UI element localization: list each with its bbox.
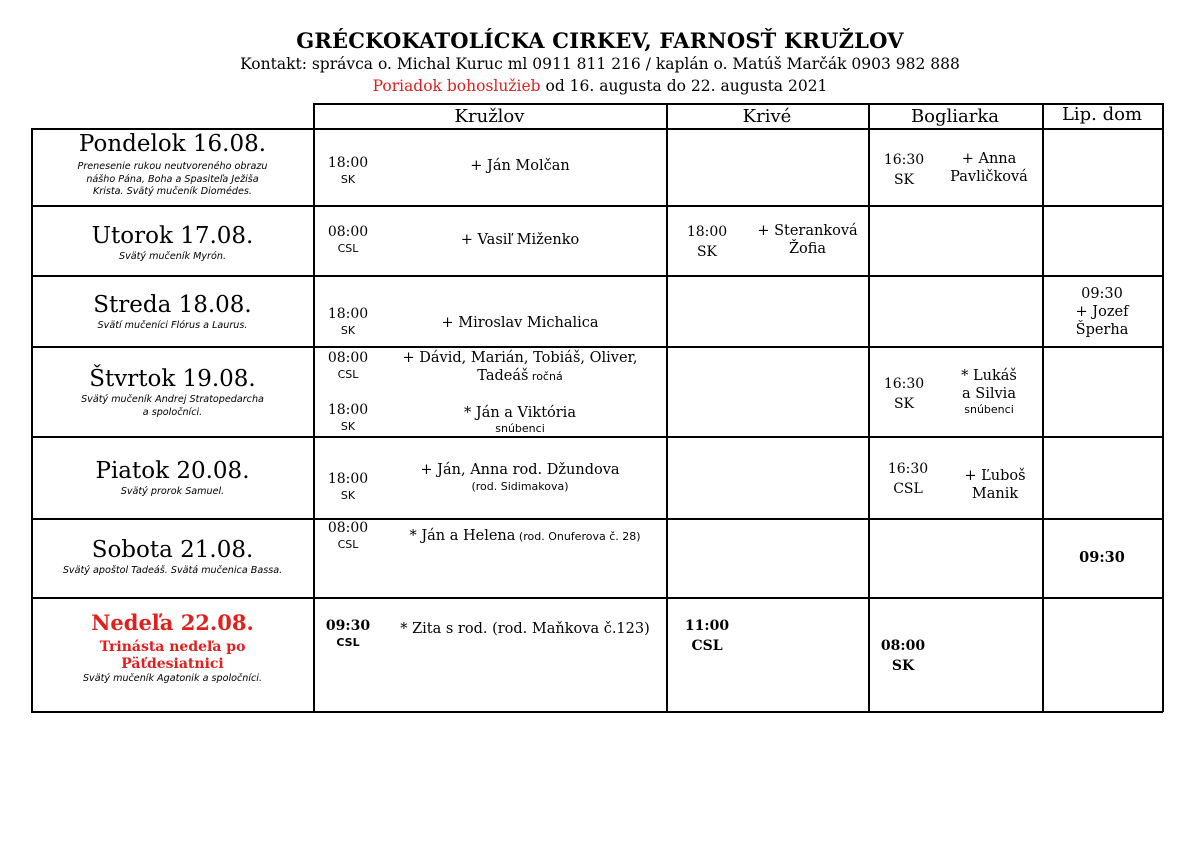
schedule-label: Poriadok bohoslužieb	[372, 77, 541, 95]
mass-language: SK	[891, 658, 915, 674]
mass-language: SK	[340, 173, 356, 186]
day-note: Svätý prorok Samuel.	[120, 486, 225, 497]
column-header-lipdom: Lip. dom	[1061, 104, 1143, 125]
mass-intention	[936, 150, 1042, 186]
contact-line: Kontakt: správca o. Michal Kuruc ml 0911 811 216 / kaplán o. Matúš Marčák 0903 982 888	[240, 55, 960, 73]
intention-line	[380, 367, 660, 386]
day-subtitle-line: Päťdesiatnici	[121, 656, 224, 672]
day-cell	[32, 131, 313, 199]
mass-time: 18:00	[327, 155, 369, 171]
intention-line: Pavličková	[950, 169, 1028, 185]
mass-time: 08:00	[327, 350, 369, 366]
day-note: Svätý mučeník Agatonik a spoločníci.	[82, 673, 263, 684]
column-header-bogliarka: Bogliarka	[910, 106, 1000, 127]
mass-time: 18:00	[327, 402, 369, 418]
mass-intention	[380, 527, 670, 546]
intention-line: + Steranková	[757, 223, 858, 239]
day-cell	[32, 366, 313, 419]
mass-language: SK	[893, 172, 915, 188]
mass-intention	[936, 367, 1042, 417]
mass-time: 09:30	[325, 618, 371, 634]
mass-language: CSL	[691, 638, 723, 654]
day-cell	[32, 292, 313, 333]
day-note: Prenesenie rukou neutvoreného obrazu nášho Pána, Boha a Spasiteľa Ježiša Krista. Svätý mučeník Diomédes.	[77, 161, 268, 197]
intention-text: * Ján a Helena	[409, 528, 516, 544]
mass-language: SK	[340, 324, 356, 337]
day-note: Svätý apoštol Tadeáš. Svätá mučenica Bassa.	[62, 565, 283, 576]
mass-time: 11:00	[684, 618, 730, 634]
intention-line: + Anna	[961, 151, 1017, 167]
intention-line: Šperha	[1075, 322, 1129, 338]
mass-entry	[1044, 285, 1160, 339]
intention-suffix: snúbenci	[495, 422, 545, 435]
mass-time: 08:00	[327, 224, 369, 240]
day-cell	[32, 537, 313, 578]
intention-suffix: (rod. Onuferova č. 28)	[515, 530, 641, 543]
intention-line: Manik	[971, 486, 1019, 502]
mass-time: 09:30	[1079, 549, 1125, 566]
mass-intention	[380, 404, 660, 436]
schedule-range: od 16. augusta do 22. augusta 2021	[540, 77, 828, 95]
mass-time: 16:30	[887, 461, 929, 477]
intention-line: a Silvia	[962, 386, 1016, 402]
mass-intention	[745, 222, 870, 258]
mass-time: 16:30	[883, 376, 925, 392]
intention-line: + Ľuboš	[964, 468, 1026, 484]
mass-time: 08:00	[880, 638, 926, 654]
day-cell	[32, 223, 313, 264]
day-note: Svätí mučeníci Flórus a Laurus.	[97, 320, 248, 331]
day-note: Svätý mučeník Myrón.	[119, 251, 226, 262]
mass-intention: + Miroslav Michalica	[441, 315, 599, 331]
intention-line: * Ján a Viktória	[464, 405, 576, 421]
mass-language: CSL	[337, 538, 359, 551]
mass-time: 18:00	[327, 306, 369, 322]
mass-intention: + Vasiľ Miženko	[460, 232, 580, 248]
day-name: Piatok 20.08.	[95, 458, 250, 484]
intention-line: * Lukáš	[961, 368, 1017, 384]
intention-suffix: snúbenci	[964, 403, 1014, 416]
mass-time: 16:30	[883, 152, 925, 168]
mass-language: SK	[696, 244, 718, 260]
day-name: Štvrtok 19.08.	[89, 366, 256, 392]
mass-language: SK	[893, 396, 915, 412]
column-header-kruzlov: Kružlov	[454, 106, 525, 127]
day-subtitle-line: Trinásta nedeľa po	[99, 639, 246, 655]
intention-line: + Jozef	[1075, 304, 1129, 320]
day-note-line: a spoločníci.	[142, 406, 203, 418]
mass-language: CSL	[337, 242, 359, 255]
page-title: GRÉCKOKATOLÍCKA CIRKEV, FARNOSŤ KRUŽLOV	[296, 28, 904, 53]
intention-text: Tadeáš	[477, 368, 529, 384]
intention-line: + Dávid, Marián, Tobiáš, Oliver,	[402, 350, 638, 366]
intention-line: Žofia	[788, 241, 827, 257]
intention-suffix: (rod. Sidimakova)	[471, 480, 569, 493]
mass-time: 18:00	[327, 471, 369, 487]
mass-intention	[380, 349, 660, 386]
mass-language: SK	[340, 420, 356, 433]
day-note-line: Svätý mučeník Andrej Stratopedarcha	[81, 394, 264, 405]
mass-time: 09:30	[1081, 286, 1123, 302]
mass-intention: * Zita s rod. (rod. Maňkova č.123)	[400, 621, 650, 637]
mass-time: 08:00	[327, 520, 369, 536]
day-cell	[32, 458, 313, 499]
mass-language: SK	[340, 489, 356, 502]
mass-language: CSL	[893, 481, 923, 497]
day-name: Sobota 21.08.	[91, 537, 254, 563]
intention-suffix: ročná	[528, 370, 563, 383]
schedule-line	[0, 77, 1200, 95]
column-header-krive: Krivé	[742, 106, 792, 127]
mass-time: 18:00	[686, 224, 728, 240]
day-name: Utorok 17.08.	[91, 223, 254, 249]
mass-language: CSL	[337, 368, 359, 381]
mass-intention	[942, 467, 1048, 503]
mass-intention	[380, 461, 660, 494]
day-note	[32, 393, 313, 419]
day-cell	[32, 609, 313, 686]
mass-intention: + Ján Molčan	[470, 158, 570, 174]
day-name: Nedeľa 22.08.	[91, 610, 254, 635]
day-name: Pondelok 16.08.	[78, 131, 267, 157]
day-name: Streda 18.08.	[93, 292, 252, 318]
day-subtitle	[32, 636, 313, 673]
intention-line: + Ján, Anna rod. Džundova	[420, 462, 620, 478]
mass-language: CSL	[336, 636, 360, 649]
